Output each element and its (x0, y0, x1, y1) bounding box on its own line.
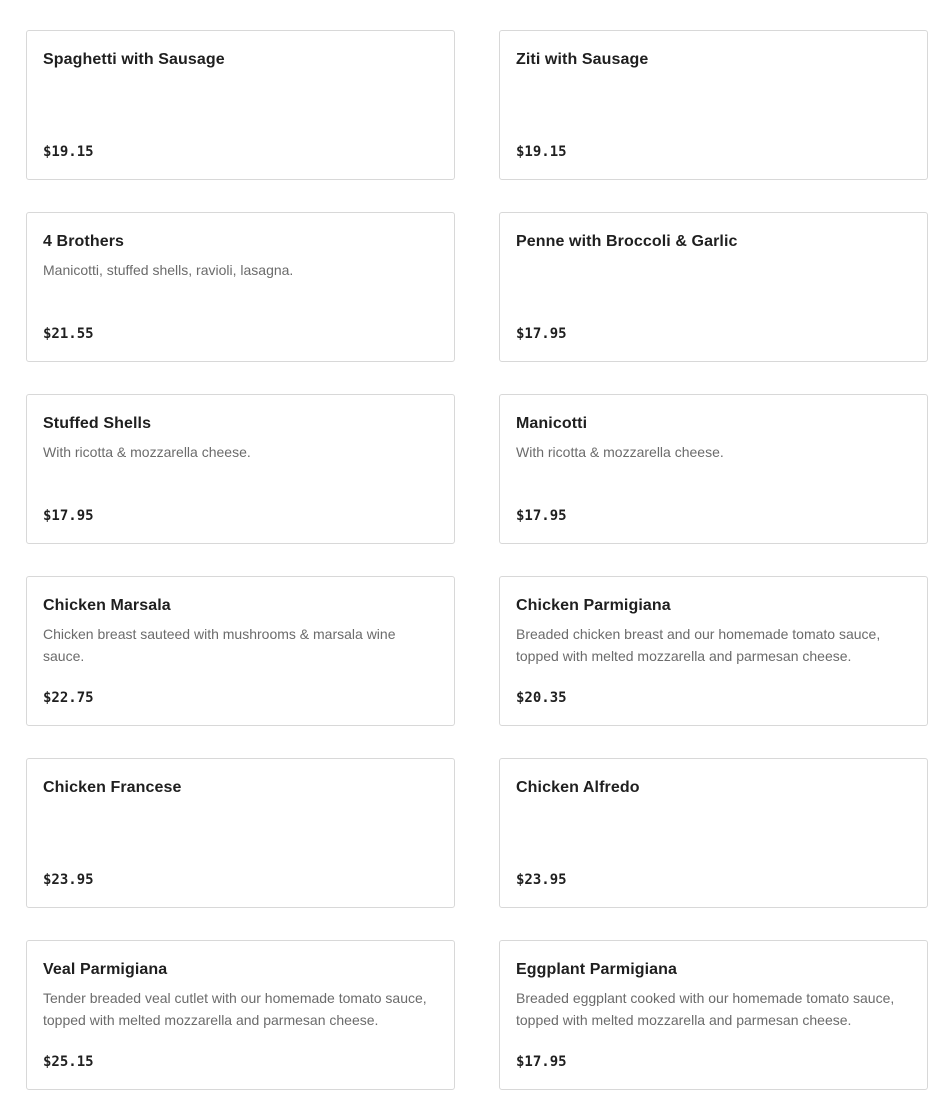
item-name: Veal Parmigiana (43, 961, 168, 978)
item-price: $23.95 (43, 872, 94, 888)
item-price: $19.15 (43, 144, 94, 160)
item-price: $21.55 (43, 326, 94, 342)
item-description: Tender breaded veal cutlet with our homemade tomato sauce, topped with melted mozzarella and parmesan cheese. (43, 990, 427, 1028)
item-name: Spaghetti with Sausage (43, 51, 225, 68)
menu-item-card[interactable] (499, 30, 928, 180)
menu-item-card[interactable] (499, 212, 928, 362)
menu-item-card[interactable] (26, 940, 455, 1090)
item-price: $25.15 (43, 1054, 94, 1070)
item-name: Manicotti (516, 415, 588, 432)
item-name: Eggplant Parmigiana (516, 961, 678, 978)
item-description: Chicken breast sauteed with mushrooms & marsala wine sauce. (43, 626, 396, 664)
menu-item-card[interactable] (26, 576, 455, 726)
item-price: $17.95 (516, 326, 567, 342)
item-name: Chicken Marsala (43, 597, 171, 614)
item-price: $17.95 (516, 508, 567, 524)
menu-item-card[interactable] (499, 940, 928, 1090)
item-description: Breaded chicken breast and our homemade tomato sauce, topped with melted mozzarella and parmesan cheese. (516, 626, 881, 664)
item-name: Chicken Parmigiana (516, 597, 671, 614)
item-description: Manicotti, stuffed shells, ravioli, lasagna. (43, 262, 294, 278)
menu-item-card[interactable] (26, 212, 455, 362)
item-price: $17.95 (43, 508, 94, 524)
menu-item-card[interactable] (26, 758, 455, 908)
item-name: Stuffed Shells (43, 415, 152, 432)
menu-item-card[interactable] (499, 394, 928, 544)
item-price: $19.15 (516, 144, 567, 160)
item-description: With ricotta & mozzarella cheese. (516, 444, 724, 460)
item-name: Penne with Broccoli & Garlic (516, 233, 738, 250)
item-name: 4 Brothers (43, 233, 125, 250)
item-price: $22.75 (43, 690, 94, 706)
menu-item-card[interactable] (26, 30, 455, 180)
item-price: $20.35 (516, 690, 567, 706)
menu-item-card[interactable] (499, 576, 928, 726)
menu-grid (26, 30, 928, 1090)
item-description: With ricotta & mozzarella cheese. (43, 444, 251, 460)
item-description: Breaded eggplant cooked with our homemade tomato sauce, topped with melted mozzarella and parmesan cheese. (516, 990, 895, 1028)
item-name: Chicken Alfredo (516, 779, 640, 796)
item-price: $17.95 (516, 1054, 567, 1070)
item-price: $23.95 (516, 872, 567, 888)
menu-item-card[interactable] (26, 394, 455, 544)
item-name: Ziti with Sausage (516, 51, 649, 68)
menu-item-card[interactable] (499, 758, 928, 908)
item-name: Chicken Francese (43, 779, 182, 796)
